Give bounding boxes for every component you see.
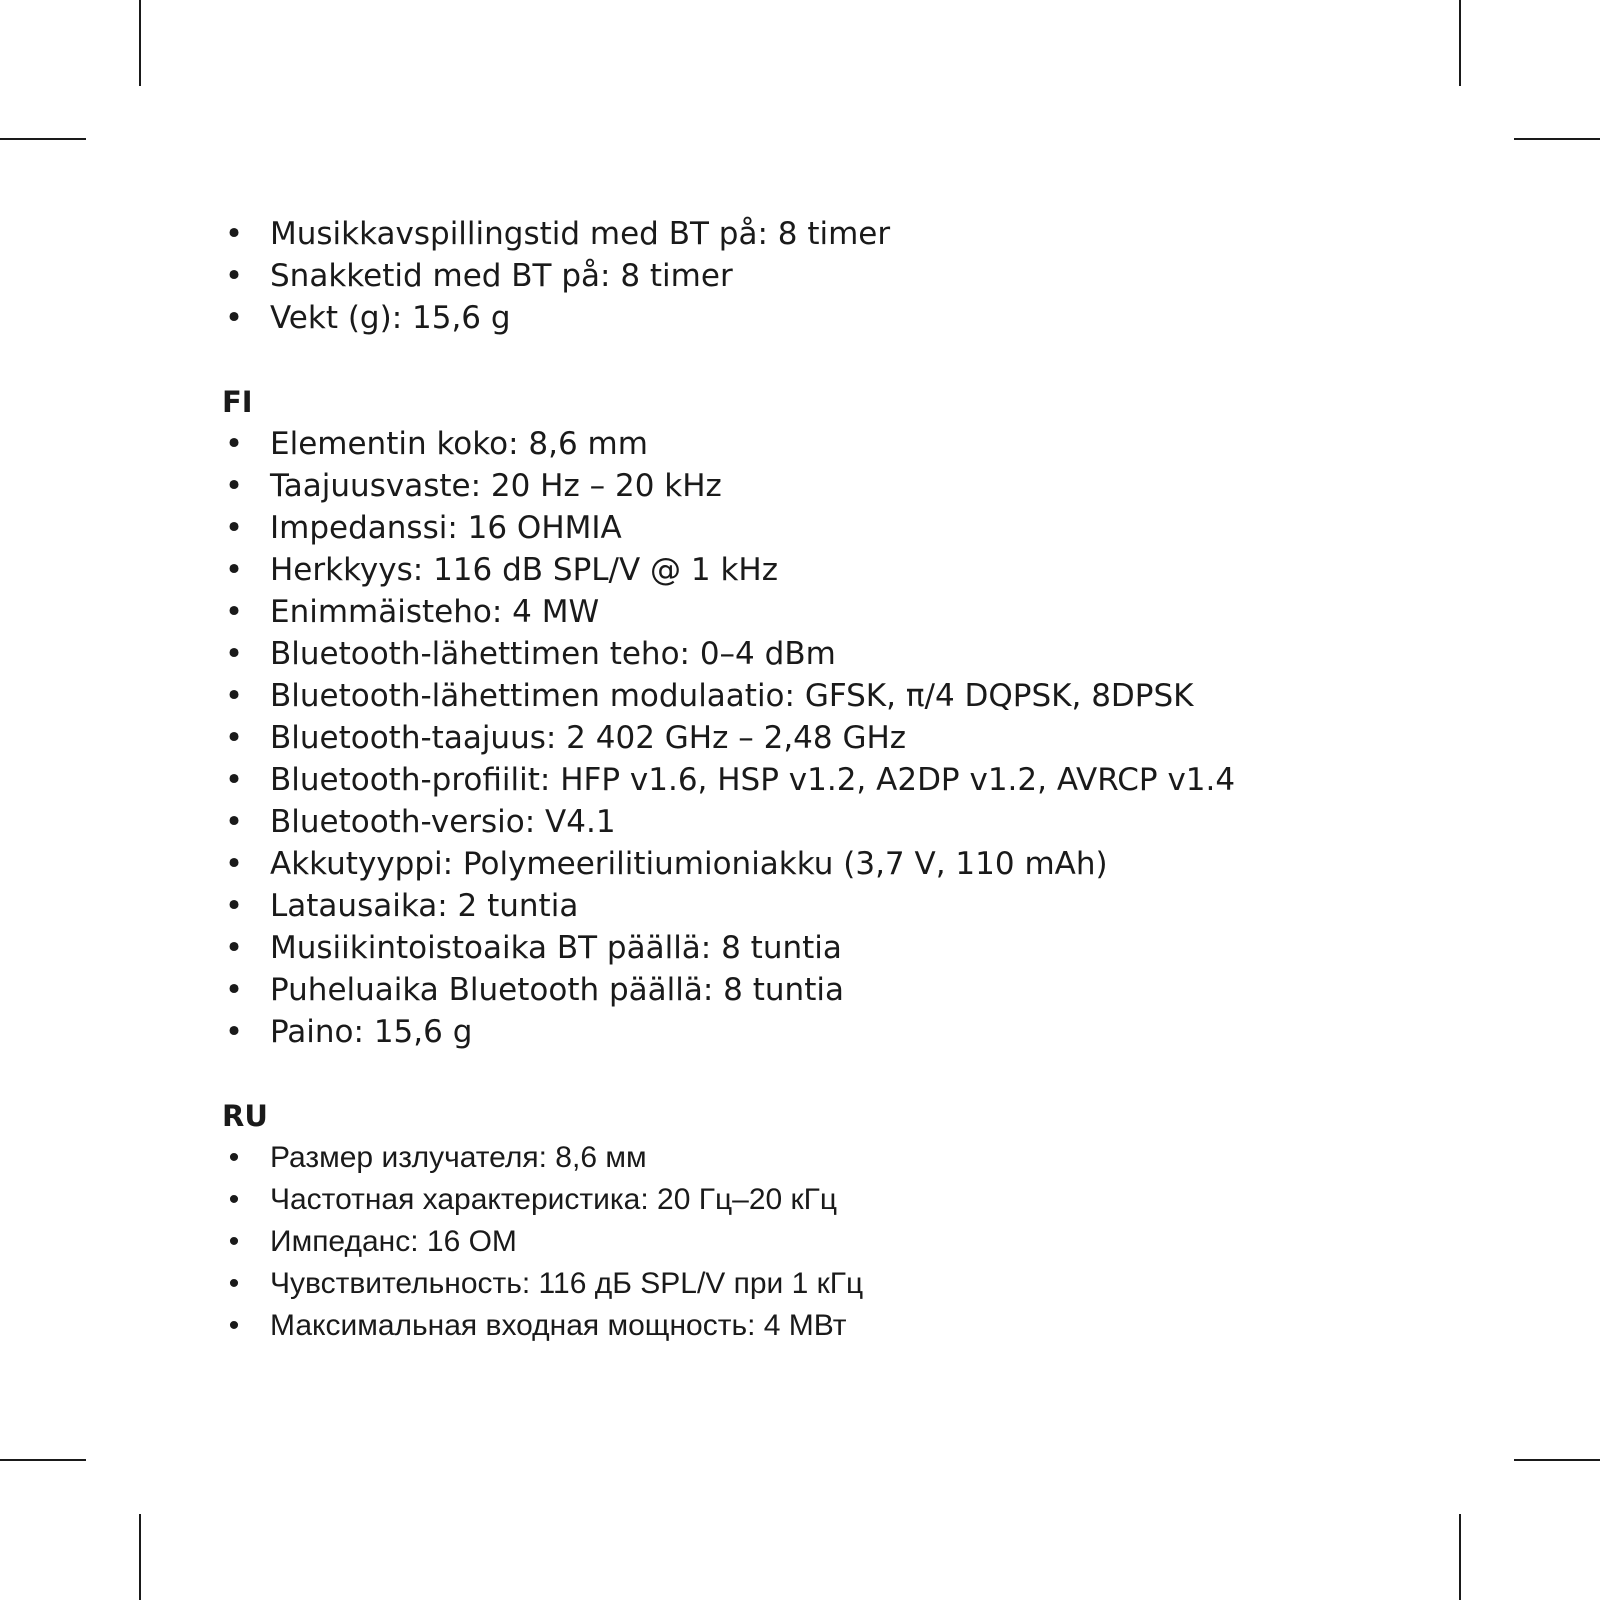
spec-item-text: Puheluaika Bluetooth päällä: 8 tuntia (270, 972, 844, 1008)
spec-item (222, 297, 1422, 339)
bullet-icon: • (224, 972, 244, 1008)
bullet-icon: • (228, 1183, 240, 1216)
spec-item-text: Musikkavspillingstid med BT på: 8 timer (270, 216, 891, 252)
bullet-icon: • (224, 552, 244, 588)
spec-item (222, 843, 1422, 885)
bullet-icon: • (228, 1309, 240, 1342)
ru-section-heading: RU (222, 1099, 268, 1133)
bullet-icon: • (228, 1225, 240, 1258)
fi-spec-list (222, 423, 1422, 1053)
spec-item-text: Musiikintoistoaika BT päällä: 8 tuntia (270, 930, 842, 966)
spec-item (222, 675, 1422, 717)
spec-item (222, 213, 1422, 255)
crop-mark-bottom-left-horizontal (0, 1459, 86, 1461)
spec-item-text: Частотная характеристика: 20 Гц–20 кГц (270, 1183, 838, 1216)
spec-item (222, 1011, 1422, 1053)
bullet-icon: • (224, 468, 244, 504)
spec-item-text: Bluetooth-lähettimen teho: 0–4 dBm (270, 636, 836, 672)
bullet-icon: • (224, 636, 244, 672)
spec-item (222, 423, 1422, 465)
spec-item-text: Bluetooth-profiilit: HFP v1.6, HSP v1.2, A2DP v1.2, AVRCP v1.4 (270, 762, 1236, 798)
spec-item (222, 633, 1422, 675)
spec-item (222, 1137, 1422, 1179)
bullet-icon: • (224, 216, 244, 252)
spec-item (222, 759, 1422, 801)
crop-mark-top-right-horizontal (1514, 138, 1600, 140)
bullet-icon: • (224, 594, 244, 630)
bullet-icon: • (228, 1267, 240, 1300)
spec-item-text: Akkutyyppi: Polymeerilitiumioniakku (3,7 V, 110 mAh) (270, 846, 1108, 882)
bullet-icon: • (224, 762, 244, 798)
spec-item (222, 801, 1422, 843)
spec-item-text: Bluetooth-taajuus: 2 402 GHz – 2,48 GHz (270, 720, 907, 756)
spec-item (222, 1221, 1422, 1263)
spec-item (222, 717, 1422, 759)
spec-item (222, 465, 1422, 507)
bullet-icon: • (224, 720, 244, 756)
crop-mark-top-right-vertical (1459, 0, 1461, 86)
spec-item (222, 1305, 1422, 1347)
spec-item-text: Импеданс: 16 ОМ (270, 1225, 517, 1258)
section-gap (222, 339, 1422, 381)
bullet-icon: • (228, 1141, 240, 1174)
spec-item-text: Enimmäisteho: 4 MW (270, 594, 600, 630)
spec-item (222, 969, 1422, 1011)
spec-item (222, 255, 1422, 297)
spec-item (222, 1263, 1422, 1305)
fi-section-heading: FI (222, 385, 253, 419)
spec-item (222, 885, 1422, 927)
crop-mark-bottom-right-horizontal (1514, 1459, 1600, 1461)
spec-item (222, 549, 1422, 591)
crop-mark-top-left-vertical (139, 0, 141, 86)
top-spec-list (222, 213, 1422, 339)
spec-item-text: Impedanssi: 16 OHMIA (270, 510, 622, 546)
bullet-icon: • (224, 426, 244, 462)
spec-item-text: Размер излучателя: 8,6 мм (270, 1141, 647, 1174)
crop-mark-bottom-right-vertical (1459, 1514, 1461, 1600)
spec-item-text: Максимальная входная мощность: 4 МВт (270, 1309, 847, 1342)
spec-item (222, 507, 1422, 549)
spec-item-text: Чувствительность: 116 дБ SPL/V при 1 кГц (270, 1267, 864, 1300)
spec-item-text: Herkkyys: 116 dB SPL/V @ 1 kHz (270, 552, 779, 588)
spec-item-text: Elementin koko: 8,6 mm (270, 426, 648, 462)
crop-mark-top-left-horizontal (0, 138, 86, 140)
bullet-icon: • (224, 930, 244, 966)
crop-mark-bottom-left-vertical (139, 1514, 141, 1600)
spec-item-text: Paino: 15,6 g (270, 1014, 473, 1050)
spec-item (222, 591, 1422, 633)
bullet-icon: • (224, 1014, 244, 1050)
bullet-icon: • (224, 300, 244, 336)
bullet-icon: • (224, 510, 244, 546)
section-gap (222, 1053, 1422, 1095)
spec-item-text: Snakketid med BT på: 8 timer (270, 258, 733, 294)
spec-item (222, 1179, 1422, 1221)
ru-spec-list (222, 1137, 1422, 1347)
spec-item-text: Vekt (g): 15,6 g (270, 300, 511, 336)
spec-item-text: Taajuusvaste: 20 Hz – 20 kHz (270, 468, 722, 504)
spec-item (222, 927, 1422, 969)
bullet-icon: • (224, 804, 244, 840)
spec-item-text: Bluetooth-versio: V4.1 (270, 804, 616, 840)
bullet-icon: • (224, 678, 244, 714)
bullet-icon: • (224, 258, 244, 294)
bullet-icon: • (224, 888, 244, 924)
bullet-icon: • (224, 846, 244, 882)
spec-item-text: Bluetooth-lähettimen modulaatio: GFSK, π/4 DQPSK, 8DPSK (270, 678, 1194, 714)
spec-content (222, 213, 1422, 1347)
spec-item-text: Latausaika: 2 tuntia (270, 888, 579, 924)
